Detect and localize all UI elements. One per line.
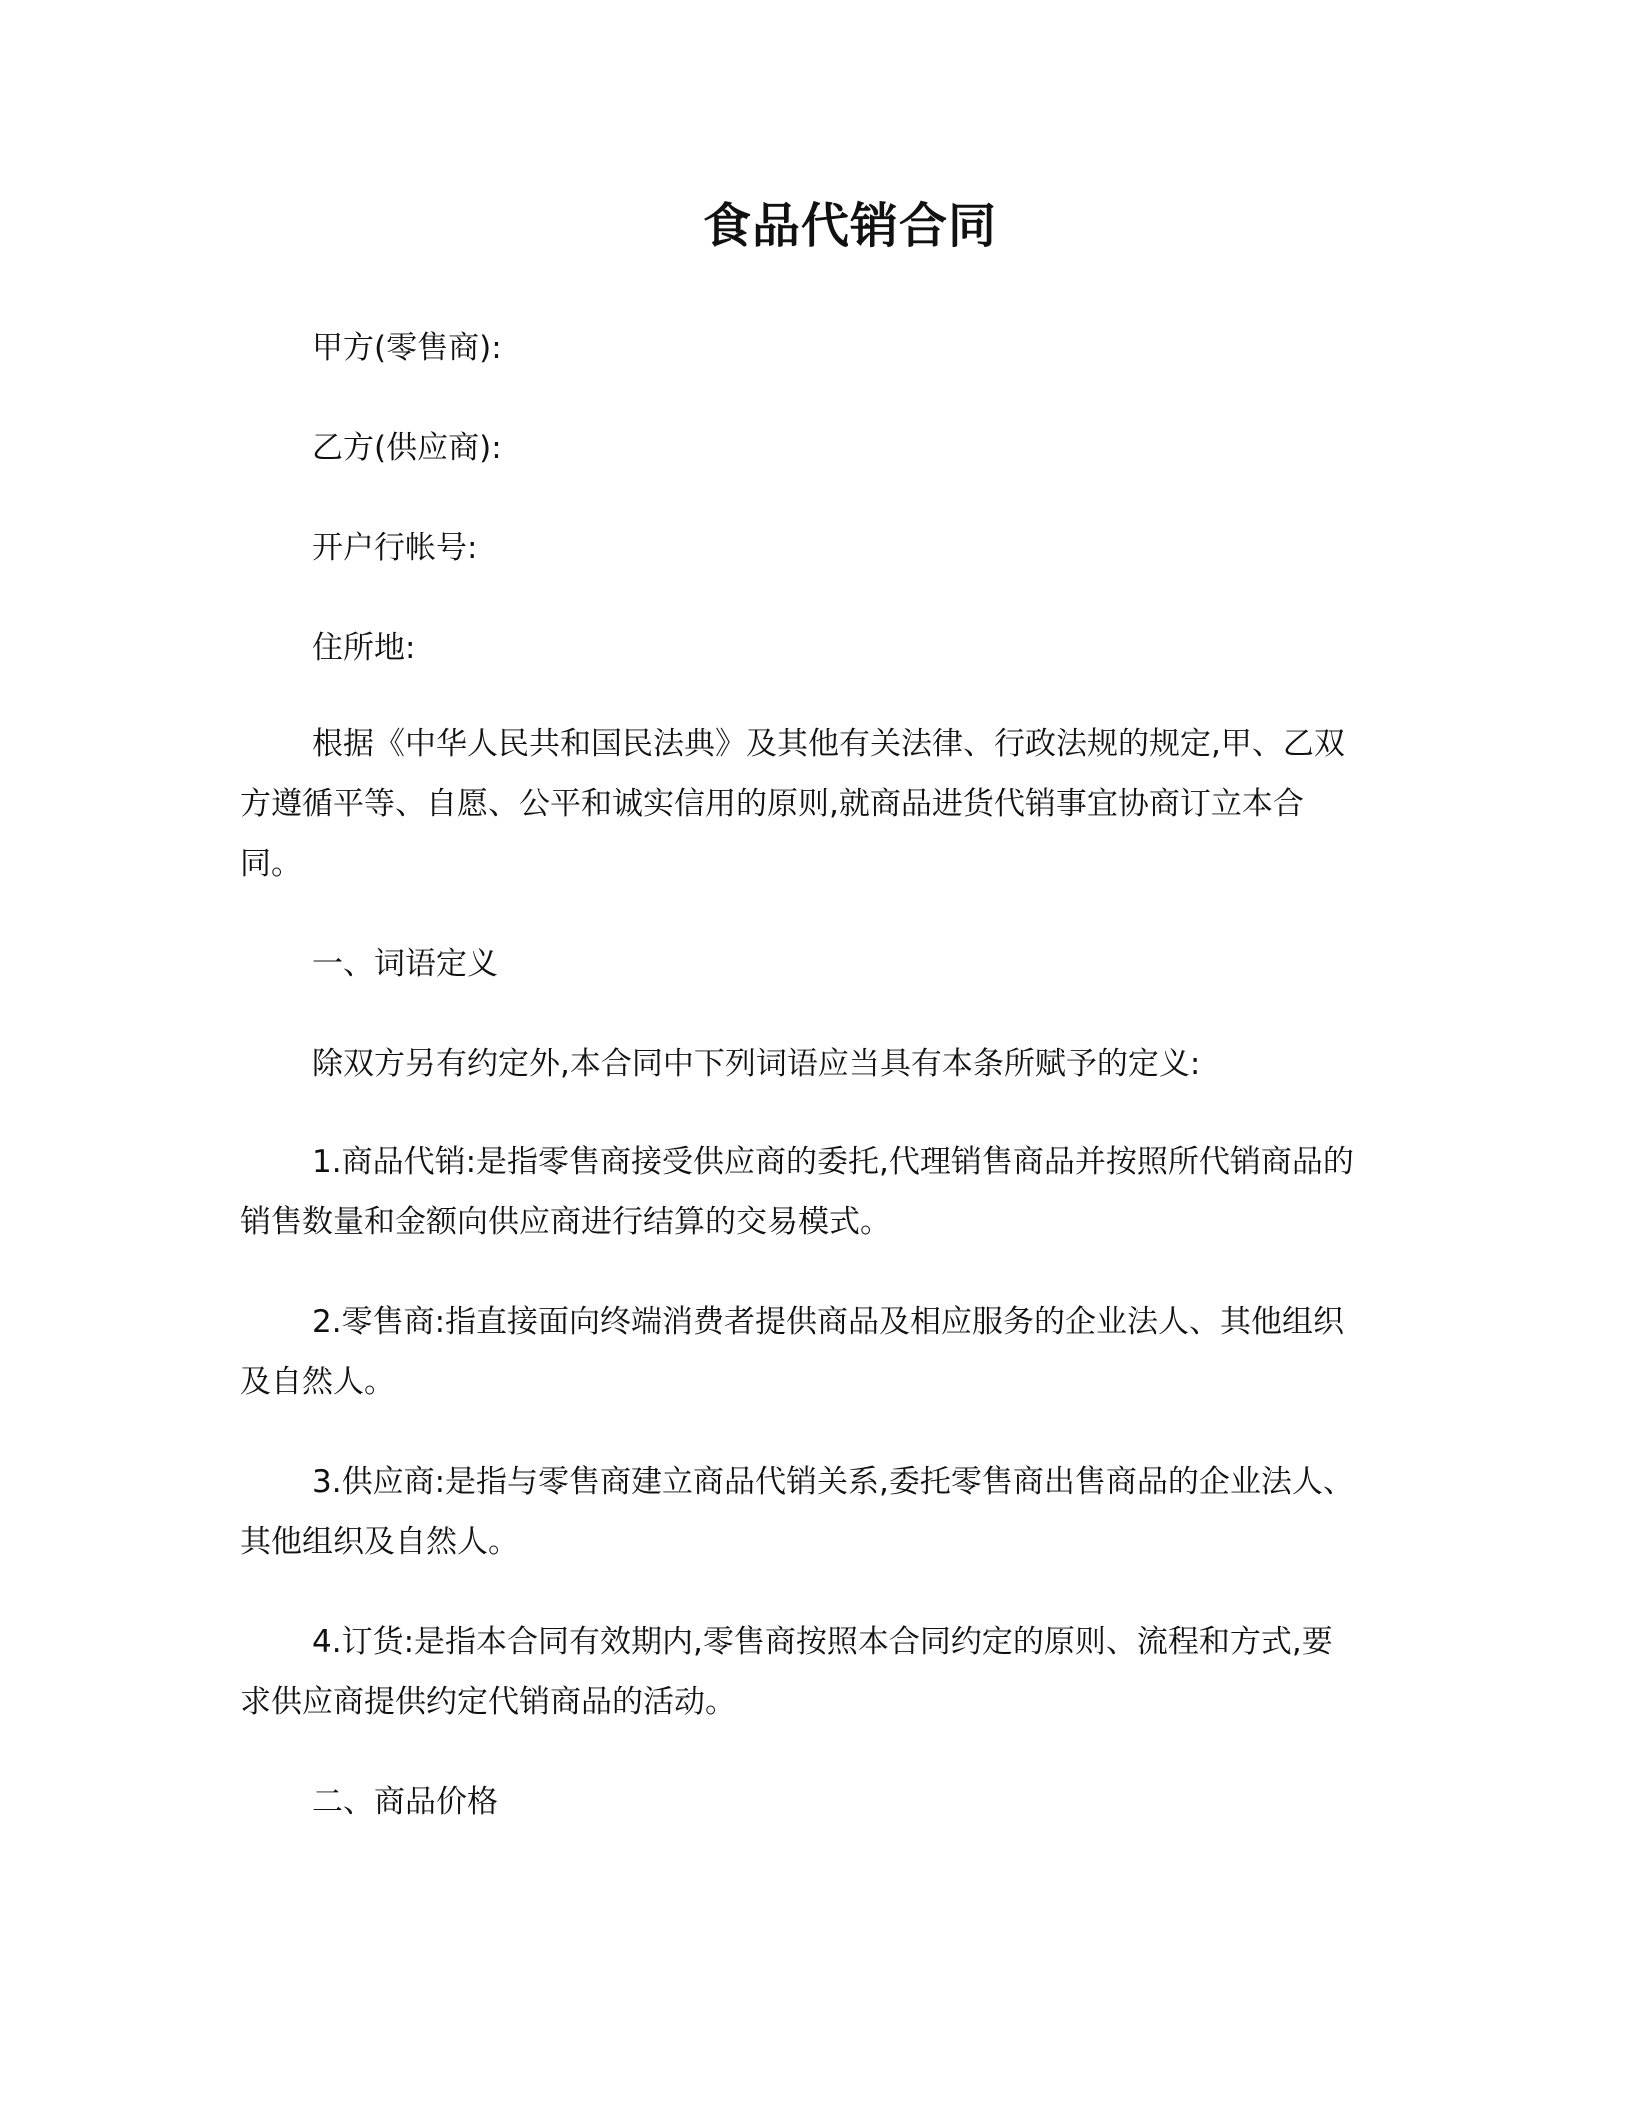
definition-1 — [240, 1132, 1390, 1252]
definition-4 — [240, 1612, 1390, 1732]
section-1-heading: 一、词语定义 — [312, 946, 498, 982]
section-2-heading: 二、商品价格 — [312, 1784, 498, 1820]
definition-3-line-1: 3.供应商:是指与零售商建立商品代销关系,委托零售商出售商品的企业法人、 — [312, 1464, 1354, 1500]
definition-4-line-1: 4.订货:是指本合同有效期内,零售商按照本合同约定的原则、流程和方式,要 — [312, 1624, 1333, 1660]
definition-2-line-2: 及自然人。 — [240, 1364, 395, 1400]
document-title: 食品代销合同 — [702, 198, 997, 254]
definition-3-line-2: 其他组织及自然人。 — [240, 1524, 519, 1560]
definition-3 — [240, 1452, 1390, 1572]
definition-2 — [240, 1292, 1390, 1412]
bank-account-label: 开户行帐号: — [312, 530, 478, 566]
definition-2-line-1: 2.零售商:指直接面向终端消费者提供商品及相应服务的企业法人、其他组织 — [312, 1304, 1345, 1340]
intro-line-1: 根据《中华人民共和国民法典》及其他有关法律、行政法规的规定,甲、乙双 — [312, 726, 1345, 762]
definition-1-line-2: 销售数量和金额向供应商进行结算的交易模式。 — [240, 1204, 891, 1240]
definition-1-line-1: 1.商品代销:是指零售商接受供应商的委托,代理销售商品并按照所代销商品的 — [312, 1144, 1354, 1180]
definition-4-line-2: 求供应商提供约定代销商品的活动。 — [240, 1684, 736, 1720]
party-a-label: 甲方(零售商): — [312, 330, 502, 366]
intro-line-2: 方遵循平等、自愿、公平和诚实信用的原则,就商品进货代销事宜协商订立本合 — [240, 786, 1304, 822]
section-1-intro: 除双方另有约定外,本合同中下列词语应当具有本条所赋予的定义: — [312, 1046, 1201, 1082]
address-label: 住所地: — [312, 630, 416, 666]
party-b-label: 乙方(供应商): — [312, 430, 502, 466]
intro-line-3: 同。 — [240, 846, 302, 882]
intro-paragraph — [240, 714, 1390, 894]
